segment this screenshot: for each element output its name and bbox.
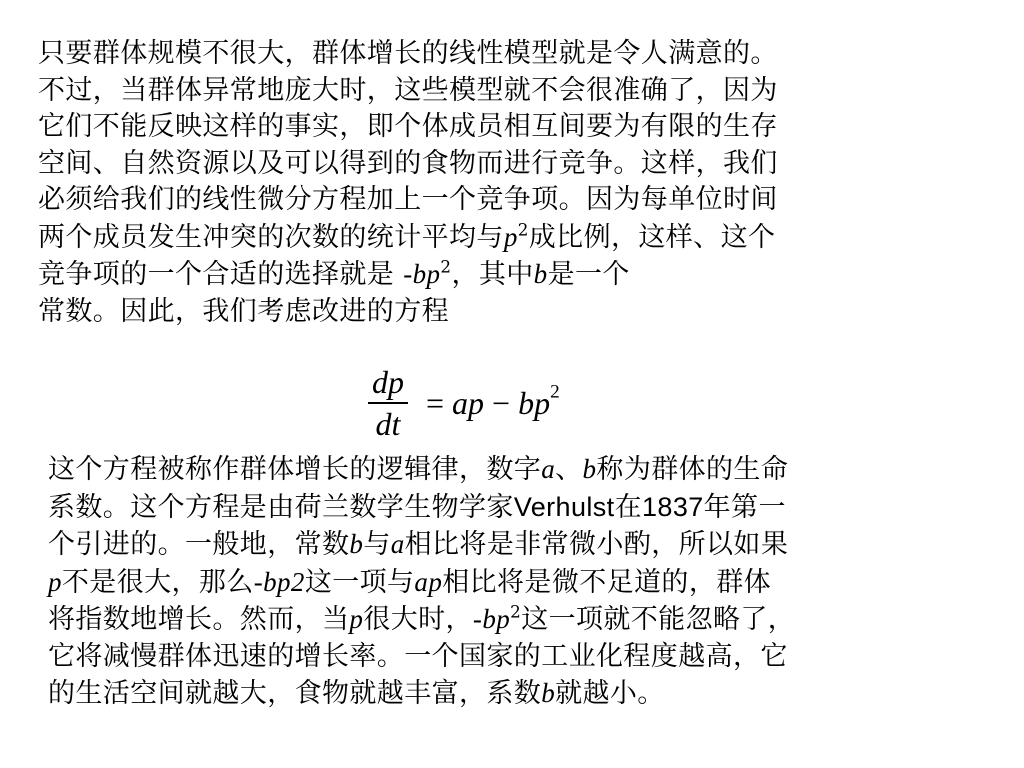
competition-term: -bp xyxy=(403,259,441,289)
explanation-line-3-tail: 相比将是非常微小酌，所以如果 xyxy=(404,529,789,560)
growth-term: ap xyxy=(452,384,485,421)
variable-p: p xyxy=(503,221,518,252)
intro-line-6-tail: 成比例，这样、这个 xyxy=(528,221,776,253)
variable-p: p xyxy=(349,604,364,634)
explanation-line-3 xyxy=(48,526,998,564)
superscript-2: 2 xyxy=(510,601,522,622)
separator: 、 xyxy=(555,454,583,485)
year: 1837 xyxy=(641,491,704,522)
intro-line-7 xyxy=(38,256,998,294)
explanation-line-4 xyxy=(48,564,998,602)
variable-b: b xyxy=(349,529,364,559)
intro-line-5: 必须给我们的线性微分方程加上一个竞争项。因为每单位时间 xyxy=(38,184,778,215)
scientist-name: Verhulst xyxy=(513,491,615,522)
superscript-2: 2 xyxy=(517,219,529,240)
exponent: 2 xyxy=(550,381,560,403)
variable-a: a xyxy=(541,454,556,484)
explanation-line-4-mid: 这一项与 xyxy=(304,566,415,598)
variable-b: b xyxy=(582,454,597,484)
intro-line-6-text: 两个成员发生冲突的次数的统计平均与 xyxy=(38,221,504,253)
intro-line-8: 常数。因此，我们考虑改进的方程 xyxy=(38,295,449,327)
intro-line-7-tail: 是一个 xyxy=(547,259,630,290)
fraction-denominator: dt xyxy=(375,405,401,442)
growth-term: ap xyxy=(414,566,443,597)
explanation-line-2 xyxy=(48,489,998,527)
competition-term: -bp2 xyxy=(253,566,305,597)
intro-line-7-text: 竞争项的一个合适的选择就是 xyxy=(38,259,404,290)
explanation-line-5 xyxy=(48,601,998,639)
explanation-line-2-text: 系数。这个方程是由荷兰数学生物学家 xyxy=(48,491,514,523)
explanation-line-1-tail: 称为群体的生命 xyxy=(596,454,789,485)
explanation-line-4-text: 不是很大，那么 xyxy=(61,566,254,598)
derivative-fraction xyxy=(368,362,408,444)
explanation-line-5-mid: 很大时， xyxy=(363,604,473,635)
logistic-equation xyxy=(368,360,560,446)
explanation-line-5-tail: 这一项就不能忽略了， xyxy=(521,604,796,635)
superscript-2: 2 xyxy=(440,256,452,277)
equals-sign: = xyxy=(426,384,445,421)
explanation-line-1 xyxy=(48,451,998,489)
competition-term: bp xyxy=(518,384,551,421)
explanation-line-4-tail: 相比将是微不足道的，群体 xyxy=(442,566,772,598)
fraction-numerator: dp xyxy=(372,364,404,401)
variable-a: a xyxy=(390,529,405,559)
intro-line-6 xyxy=(38,219,998,257)
intro-paragraph xyxy=(38,36,998,330)
explanation-line-7 xyxy=(48,675,998,713)
explanation-line-7-tail: 就越小。 xyxy=(555,678,665,709)
explanation-line-3-mid: 与 xyxy=(363,529,391,560)
explanation-paragraph xyxy=(48,451,998,713)
variable-b: b xyxy=(533,259,548,289)
equation-right-side xyxy=(418,381,560,422)
intro-line-7-mid: ，其中 xyxy=(451,259,534,290)
variable-b: b xyxy=(541,678,556,708)
competition-term: -bp xyxy=(472,604,511,634)
minus-sign: − xyxy=(492,384,511,421)
explanation-line-2-tail: 年第一 xyxy=(703,491,786,523)
explanation-line-2-mid: 在 xyxy=(614,491,642,523)
variable-p: p xyxy=(48,566,62,597)
explanation-line-5-text: 将指数地增长。然而，当 xyxy=(48,604,350,635)
intro-line-3: 它们不能反映这样的事实，即个体成员相互间要为有限的生存 xyxy=(38,111,778,142)
explanation-line-3-text: 个引进的。一般地，常数 xyxy=(48,529,350,560)
explanation-line-1-text: 这个方程被称作群体增长的逻辑律，数字 xyxy=(48,454,542,485)
explanation-line-7-text: 的生活空间就越大，食物就越丰富，系数 xyxy=(48,678,542,709)
intro-line-1: 只要群体规模不很大，群体增长的线性模型就是令人满意的。 xyxy=(38,38,778,69)
intro-line-2: 不过，当群体异常地庞大时，这些模型就不会很准确了，因为 xyxy=(38,74,778,106)
explanation-line-6: 它将减慢群体迅速的增长率。一个国家的工业化程度越高，它 xyxy=(48,640,788,672)
intro-line-4: 空间、自然资源以及可以得到的食物而进行竞争。这样，我们 xyxy=(38,147,778,179)
